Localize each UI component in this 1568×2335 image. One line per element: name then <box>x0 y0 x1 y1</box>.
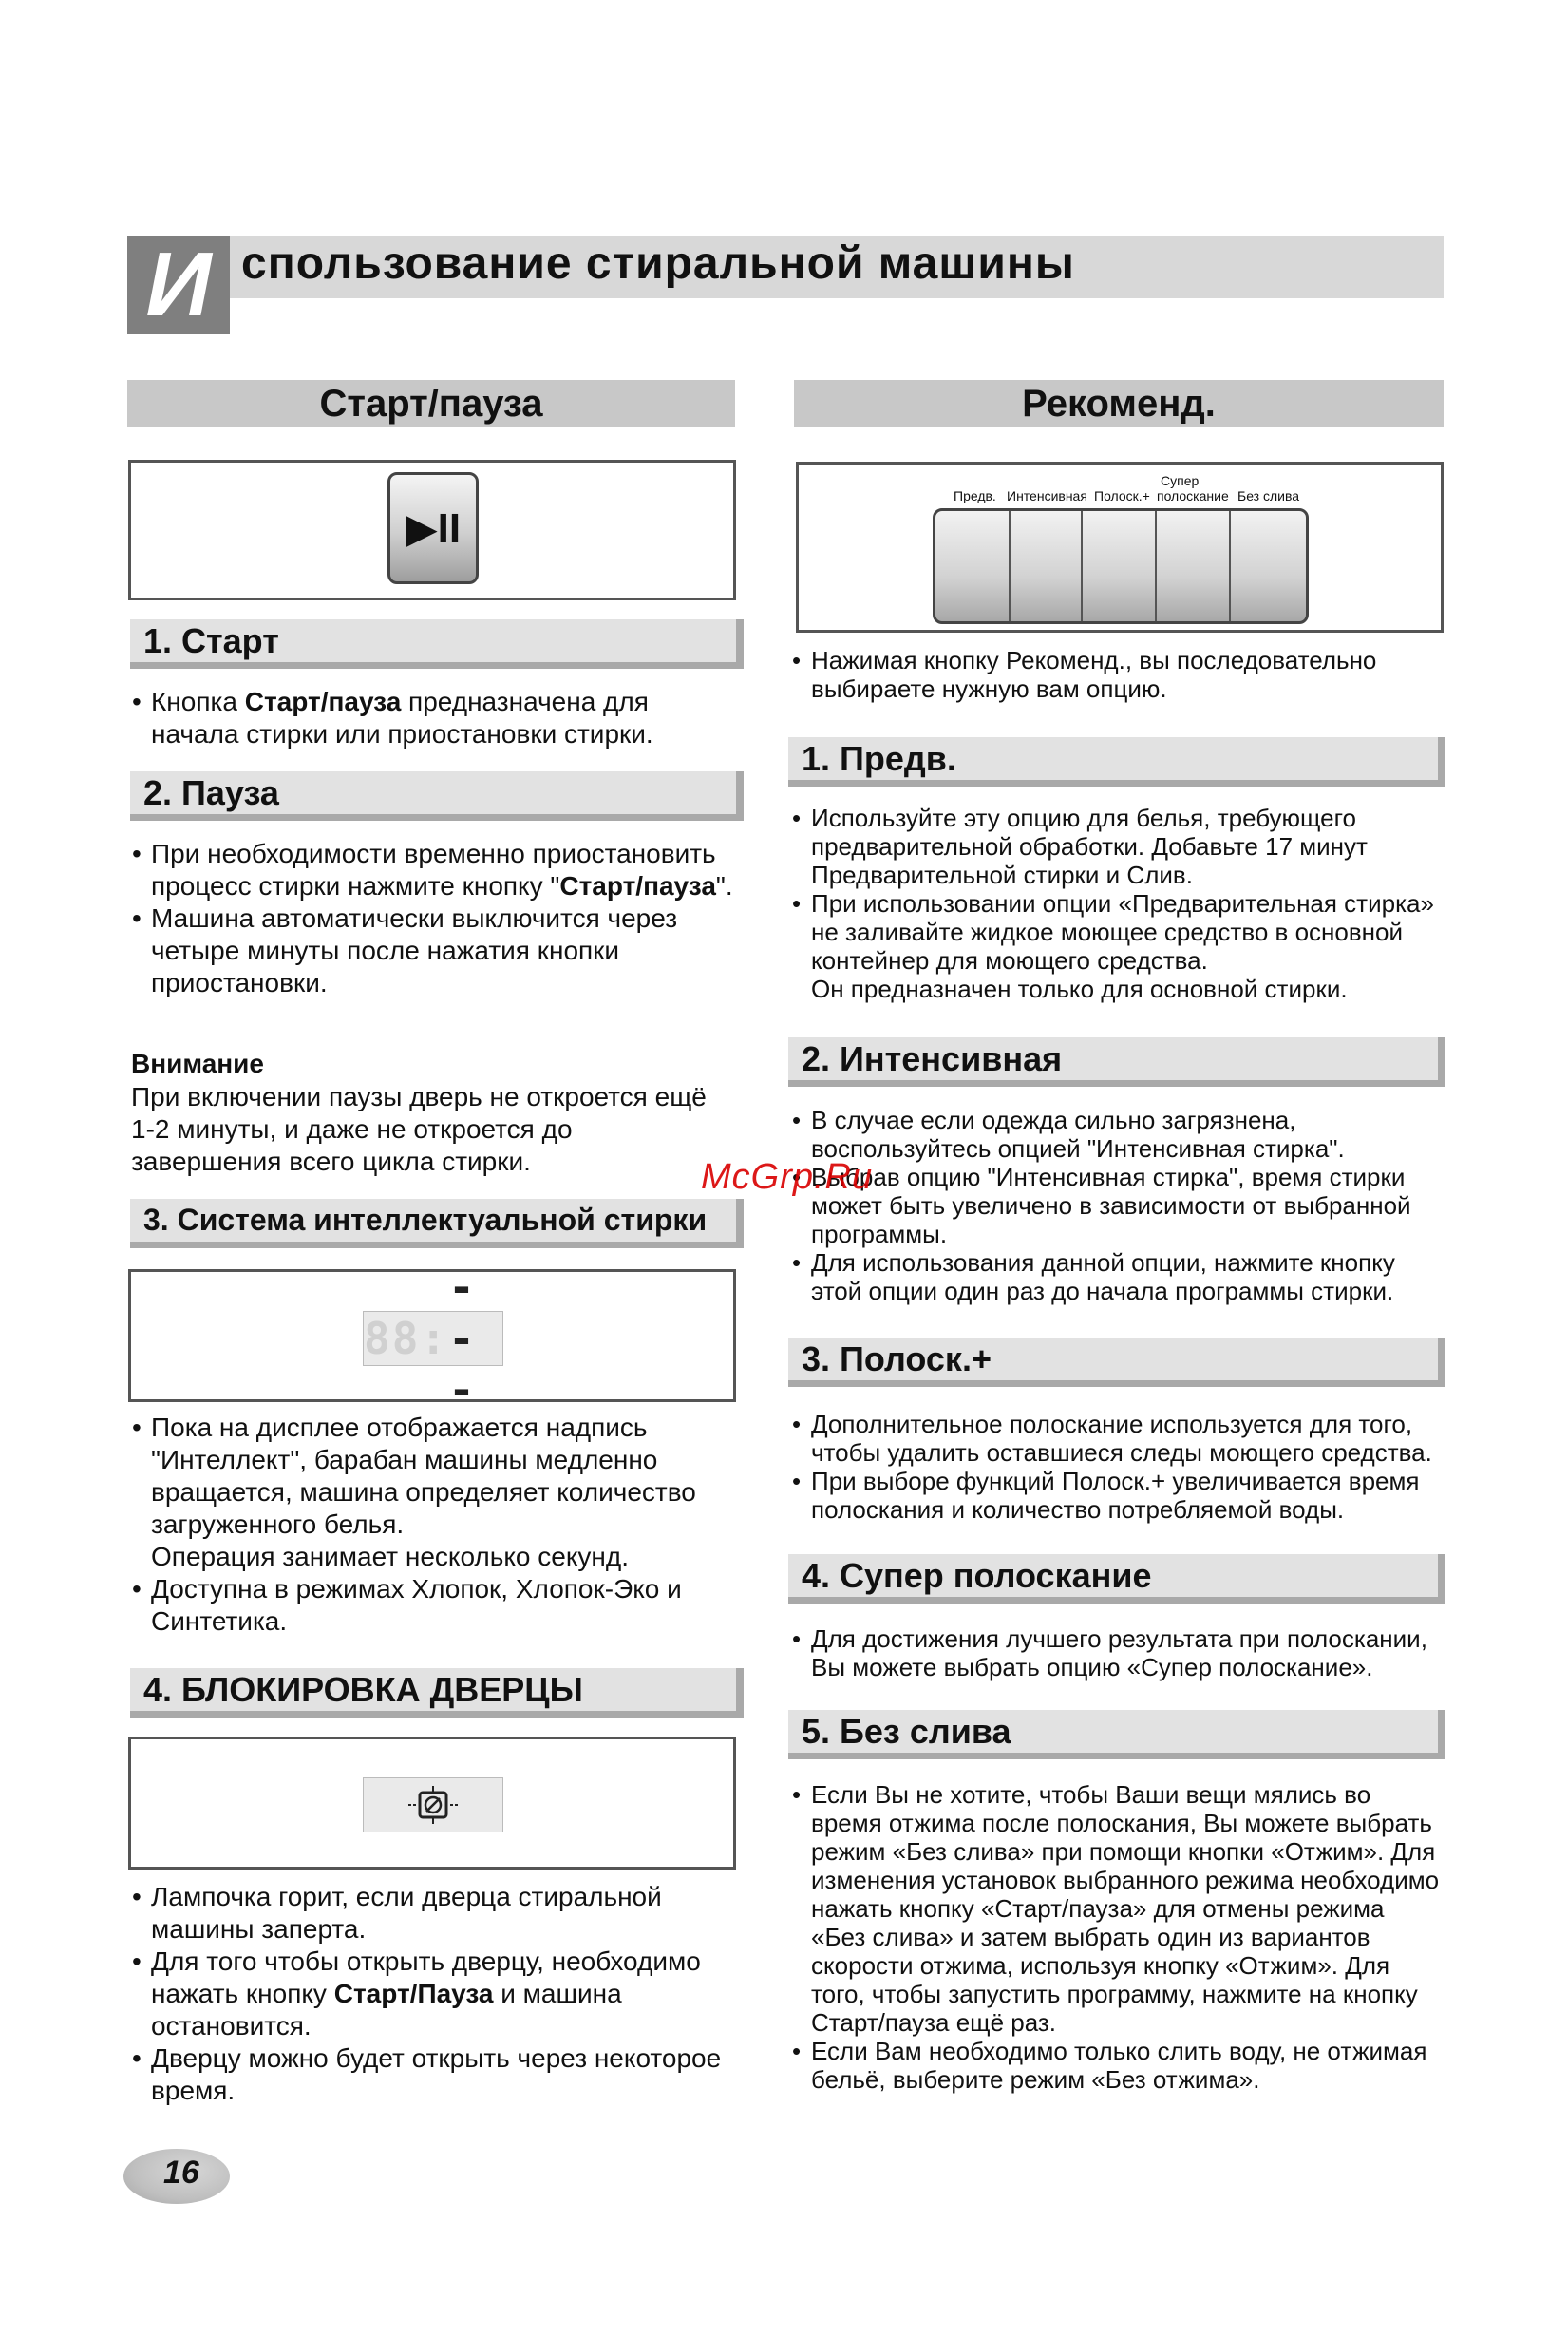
rinse-text: • Дополнительное полоскание используется для того, чтобы удалить оставшиеся следы моющего средства. • При выборе функций Полоск.+ увеличивается время полоскания и количество потребляемой воды. <box>790 1410 1436 1524</box>
no-drain-text: • Если Вы не хотите, чтобы Ваши вещи мялись во время отжима после полоскания, Вы можете выбрать режим «Без слива» при помощи кнопки «Отжим». Для изменения установок выбранного режима необходимо нажать кнопку «Старт/пауза» для отмены режима «Без слива» и затем выбрать один из вариантов скорости отжима, используя кнопку «Отжим». Для того, чтобы запустить программу, нажмите на кнопку Старт/пауза ещё раз. • Если Вам необходимо только слить воду, не отжимая бельё, выберите режим «Без отжима». <box>790 1780 1445 2094</box>
super-rinse-heading: 4. Супер полоскание <box>788 1554 1445 1604</box>
panel-label-rinse: Полоск.+ <box>1094 488 1150 503</box>
intensive-text: • В случае если одежда сильно загрязнена, воспользуйтесь опцией "Интенсивная стирка". • Выбрав опцию "Интенсивная стирка", время стирки может быть увеличено в зависимости от выбранной программы. • Для использования данной опции, нажмите кнопку этой опции один раз до начала программы стирки. <box>790 1106 1436 1305</box>
super-rinse-text: • Для достижения лучшего результата при полоскании, Вы можете выбрать опцию «Супер полоскание». <box>790 1624 1445 1681</box>
door-lock-text: • Лампочка горит, если дверца стиральной машины заперта. • Для того чтобы открыть дверцу, необходимо нажать кнопку Старт/Пауза и машина остановится. • Дверцу можно будет открыть через некоторое время. <box>130 1881 747 2107</box>
intensive-heading: 2. Интенсивная <box>788 1037 1445 1087</box>
intellect-heading: 3. Система интеллектуальной стирки <box>130 1199 744 1248</box>
recommend-intro: • Нажимая кнопку Рекоменд., вы последовательно выбираете нужную вам опцию. <box>790 646 1436 703</box>
panel-divider <box>1229 511 1231 621</box>
panel-label-intensive: Интенсивная <box>1007 488 1087 503</box>
panel-label-no-drain: Без слива <box>1237 488 1300 503</box>
pre-text: • Используйте эту опцию для белья, требующего предварительной обработки. Добавьте 17 минут Предварительной стирки и Слив. • При использовании опции «Предварительная стирка» не заливайте жидкое моющее средство в основной контейнер для моющего средства. Он предназначен только для основной стирки. <box>790 804 1445 1003</box>
start-text: • Кнопка Старт/пауза предназначена для начала стирки или приостановки стирки. <box>130 686 738 750</box>
start-pause-header: Старт/пауза <box>127 380 735 427</box>
watermark: McGrp.Ru <box>701 1157 874 1197</box>
recommend-button-panel[interactable] <box>933 508 1309 624</box>
pause-text: • При необходимости временно приостановить процесс стирки нажмите кнопку "Старт/пауза". • Машина автоматически выключится через четыре минуты после нажатия кнопки приостановки. <box>130 838 738 999</box>
start-pause-button[interactable]: ▶II <box>387 472 479 584</box>
note-text: При включении паузы дверь не откроется ещё 1-2 минуты, и даже не откроется до завершения всего цикла стирки. <box>131 1082 707 1176</box>
intellect-display: 88: -- - <box>363 1311 503 1366</box>
panel-label-super-bottom: полоскание <box>1157 488 1229 503</box>
panel-divider <box>1081 511 1083 621</box>
door-lock-indicator <box>363 1777 503 1832</box>
pause-heading: 2. Пауза <box>130 771 744 821</box>
door-lock-icon <box>405 1784 462 1826</box>
page-title: спользование стиральной машины <box>241 238 1075 289</box>
panel-label-pre: Предв. <box>954 488 996 503</box>
panel-divider <box>1009 511 1011 621</box>
pre-heading: 1. Предв. <box>788 737 1445 787</box>
note-heading: Внимание <box>131 1049 264 1078</box>
recommend-header: Рекоменд. <box>794 380 1444 427</box>
title-initial-letter: И <box>127 236 230 334</box>
door-lock-heading: 4. БЛОКИРОВКА ДВЕРЦЫ <box>130 1668 744 1718</box>
intellect-text: • Пока на дисплее отображается надпись "Интеллект", барабан машины медленно вращается, машина определяет количество загруженного белья. Операция занимает несколько секунд. • Доступна в режимах Хлопок, Хлопок-Эко и Синтетика. <box>130 1412 738 1638</box>
panel-divider <box>1155 511 1157 621</box>
rinse-heading: 3. Полоск.+ <box>788 1338 1445 1387</box>
page-number: 16 <box>163 2155 199 2191</box>
no-drain-heading: 5. Без слива <box>788 1710 1445 1759</box>
panel-label-super-top: Супер <box>1161 473 1200 488</box>
start-heading: 1. Старт <box>130 619 744 669</box>
